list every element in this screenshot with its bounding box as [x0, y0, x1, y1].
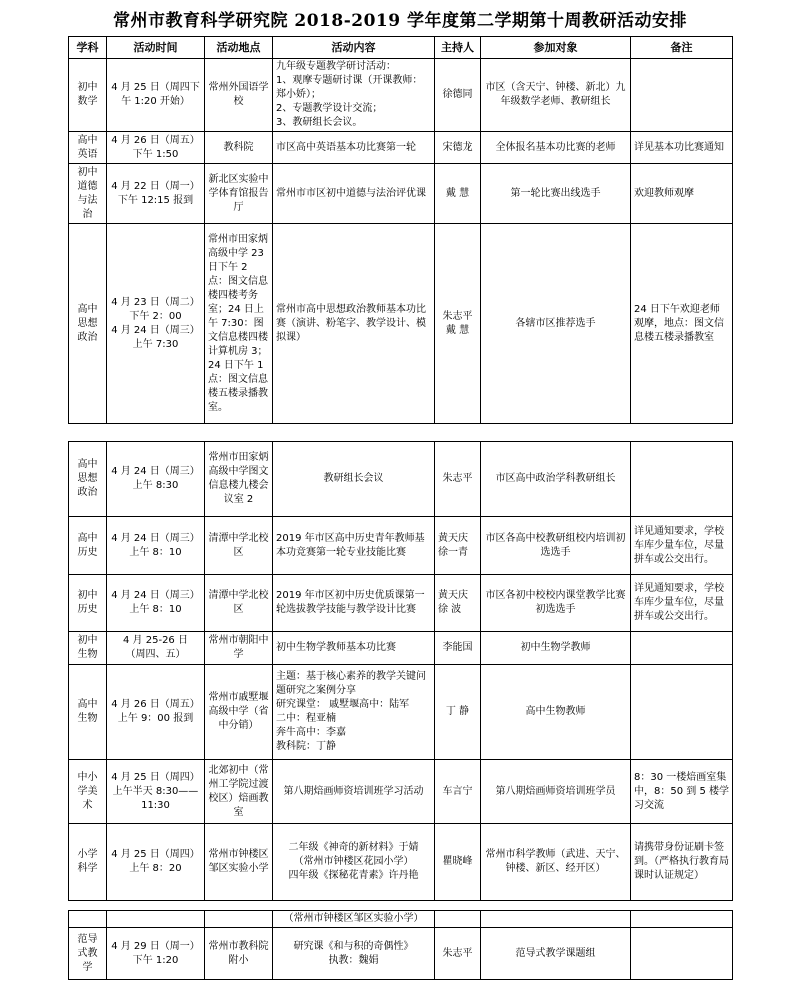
cell-note [631, 911, 733, 928]
cell-content: 常州市市区初中道德与法治评优课 [273, 164, 435, 224]
table-header-row [69, 37, 733, 59]
cell-subject: 小学 科学 [69, 824, 107, 901]
cell-note [631, 442, 733, 517]
cell-place: 常州市田家炳高级中学 23 日下午 2 点：图文信息楼四楼考务室；24 日上午 7:30：图文信息楼四楼计算机房 3；24 日下午 1 点：图文信息楼五楼录播教室。 [205, 224, 273, 424]
cell-subject: 高中 英语 [69, 132, 107, 164]
cell-content: 二年级《神奇的新材料》于婧 （常州市钟楼区花园小学） 四年级《探秘花青素》许丹艳 [273, 824, 435, 901]
cell-host: 朱志平 [435, 928, 481, 980]
cell-place: 常州市朝阳中学 [205, 632, 273, 665]
header-host: 主持人 [435, 37, 481, 59]
cell-time: 4 月 24 日（周三） 上午 8：10 [107, 575, 205, 632]
cell-host: 朱志平 戴 慧 [435, 224, 481, 424]
cell-content: 常州市高中思想政治教师基本功比赛（演讲、粉笔字、教学设计、模拟课） [273, 224, 435, 424]
cell-host: 宋德龙 [435, 132, 481, 164]
cell-note: 请携带身份证刷卡签到。（严格执行教育局课时认证规定） [631, 824, 733, 901]
cell-participants: 市区各高中校教研组校内培训初选选手 [481, 517, 631, 575]
cell-host: 车言宁 [435, 760, 481, 824]
cell-time: 4 月 29 日（周一） 下午 1:20 [107, 928, 205, 980]
cell-subject: 高中 思想 政治 [69, 224, 107, 424]
table-row [69, 224, 733, 424]
cell-host: 徐德同 [435, 59, 481, 132]
cell-place: 清潭中学北校区 [205, 575, 273, 632]
cell-place: 清潭中学北校区 [205, 517, 273, 575]
header-note: 备注 [631, 37, 733, 59]
cell-place: 常州市戚墅堰高级中学（省中分销） [205, 665, 273, 760]
cell-time: 4 月 23 日（周二） 下午 2：00 4 月 24 日（周三） 上午 7:30 [107, 224, 205, 424]
cell-host [435, 911, 481, 928]
cell-content: 市区高中英语基本功比赛第一轮 [273, 132, 435, 164]
cell-participants: 各辖市区推荐选手 [481, 224, 631, 424]
cell-place: 北郊初中（常州工学院过渡校区）焙画教室 [205, 760, 273, 824]
cell-host: 李能国 [435, 632, 481, 665]
header-time: 活动时间 [107, 37, 205, 59]
cell-content: 研究课《和与积的奇偶性》 执教：魏娟 [273, 928, 435, 980]
table-row [69, 911, 733, 928]
cell-time: 4 月 26 日（周五） 上午 9：00 报到 [107, 665, 205, 760]
cell-participants: 市区（含天宁、钟楼、新北）九年级数学老师、教研组长 [481, 59, 631, 132]
cell-content: 第八期焙画师资培训班学习活动 [273, 760, 435, 824]
table-row [69, 59, 733, 132]
cell-subject: 高中 生物 [69, 665, 107, 760]
cell-time: 4 月 25 日（周四） 上午 8：20 [107, 824, 205, 901]
cell-place: 新北区实验中学体育馆报告厅 [205, 164, 273, 224]
cell-host: 瞿晓峰 [435, 824, 481, 901]
table-row [69, 928, 733, 980]
cell-place: 常州市教科院附小 [205, 928, 273, 980]
cell-note: 8：30 一楼焙画室集中，8：50 到 5 楼学习交流 [631, 760, 733, 824]
cell-time: 4 月 25 日（周四） 上午半天 8:30—— 11:30 [107, 760, 205, 824]
cell-note [631, 665, 733, 760]
schedule-table-2 [68, 441, 733, 901]
table-row [69, 575, 733, 632]
cell-place [205, 911, 273, 928]
table-row [69, 632, 733, 665]
cell-host: 朱志平 [435, 442, 481, 517]
cell-content: 2019 年市区初中历史优质课第一轮选拔教学技能与教学设计比赛 [273, 575, 435, 632]
cell-note [631, 928, 733, 980]
cell-content: 2019 年市区高中历史青年教师基本功竞赛第一轮专业技能比赛 [273, 517, 435, 575]
cell-subject [69, 911, 107, 928]
cell-time: 4 月 22 日（周一） 下午 12:15 报到 [107, 164, 205, 224]
cell-participants: 第一轮比赛出线选手 [481, 164, 631, 224]
cell-content: 教研组长会议 [273, 442, 435, 517]
cell-participants: 范导式教学课题组 [481, 928, 631, 980]
cell-time: 4 月 25 日（周四下午 1:20 开始） [107, 59, 205, 132]
cell-subject: 范导 式教 学 [69, 928, 107, 980]
table-row [69, 665, 733, 760]
cell-note: 详见通知要求，学校车库少量车位，尽量拼车或公交出行。 [631, 575, 733, 632]
cell-participants: 第八期焙画师资培训班学员 [481, 760, 631, 824]
table-row [69, 164, 733, 224]
table-row [69, 517, 733, 575]
table-row [69, 824, 733, 901]
cell-subject: 初中 数学 [69, 59, 107, 132]
cell-participants: 市区各初中校校内课堂教学比赛初选选手 [481, 575, 631, 632]
schedule-table-1 [68, 36, 733, 424]
cell-subject: 初中 道德 与法 治 [69, 164, 107, 224]
cell-content: 初中生物学教师基本功比赛 [273, 632, 435, 665]
cell-time [107, 911, 205, 928]
cell-participants [481, 911, 631, 928]
table-row [69, 132, 733, 164]
cell-note [631, 632, 733, 665]
cell-participants: 市区高中政治学科教研组长 [481, 442, 631, 517]
cell-note: 24 日下午欢迎老师观摩，地点：图文信息楼五楼录播教室 [631, 224, 733, 424]
cell-note [631, 59, 733, 132]
header-participants: 参加对象 [481, 37, 631, 59]
header-place: 活动地点 [205, 37, 273, 59]
cell-subject: 初中 历史 [69, 575, 107, 632]
cell-subject: 初中 生物 [69, 632, 107, 665]
cell-subject: 高中 历史 [69, 517, 107, 575]
cell-time: 4 月 25-26 日 （周四、五） [107, 632, 205, 665]
page-title: 常州市教育科学研究院 2018-2019 学年度第二学期第十周教研活动安排 [112, 11, 688, 31]
cell-content: 主题：基于核心素养的教学关键问题研究之案例分享 研究课堂： 戚墅堰高中：陆军 二中：程亚楠 奔牛高中：李嘉 教科院：丁静 [273, 665, 435, 760]
cell-content: （常州市钟楼区邹区实验小学） [273, 911, 435, 928]
table-row [69, 760, 733, 824]
cell-place: 常州市田家炳高级中学图文信息楼九楼会议室 2 [205, 442, 273, 517]
cell-time: 4 月 26 日（周五） 下午 1:50 [107, 132, 205, 164]
cell-note: 欢迎教师观摩 [631, 164, 733, 224]
header-content: 活动内容 [273, 37, 435, 59]
cell-place: 常州市钟楼区邹区实验小学 [205, 824, 273, 901]
cell-host: 黄天庆 徐 波 [435, 575, 481, 632]
header-subject: 学科 [69, 37, 107, 59]
cell-place: 常州外国语学校 [205, 59, 273, 132]
cell-place: 教科院 [205, 132, 273, 164]
cell-subject: 高中 思想 政治 [69, 442, 107, 517]
cell-subject: 中小 学美 术 [69, 760, 107, 824]
cell-host: 黄天庆 徐一青 [435, 517, 481, 575]
cell-note: 详见通知要求，学校车库少量车位，尽量拼车或公交出行。 [631, 517, 733, 575]
cell-content: 九年级专题教学研讨活动： 1、观摩专题研讨课（开课教师：郑小娇）； 2、专题教学设计交流； 3、教研组长会议。 [273, 59, 435, 132]
cell-note: 详见基本功比赛通知 [631, 132, 733, 164]
table-row [69, 442, 733, 517]
cell-time: 4 月 24 日（周三） 上午 8:30 [107, 442, 205, 517]
cell-time: 4 月 24 日（周三） 上午 8：10 [107, 517, 205, 575]
cell-host: 丁 静 [435, 665, 481, 760]
cell-participants: 高中生物教师 [481, 665, 631, 760]
cell-participants: 全体报名基本功比赛的老师 [481, 132, 631, 164]
schedule-table-3 [68, 910, 733, 980]
cell-participants: 初中生物学教师 [481, 632, 631, 665]
cell-host: 戴 慧 [435, 164, 481, 224]
cell-participants: 常州市科学教师（武进、天宁、钟楼、新区、经开区） [481, 824, 631, 901]
